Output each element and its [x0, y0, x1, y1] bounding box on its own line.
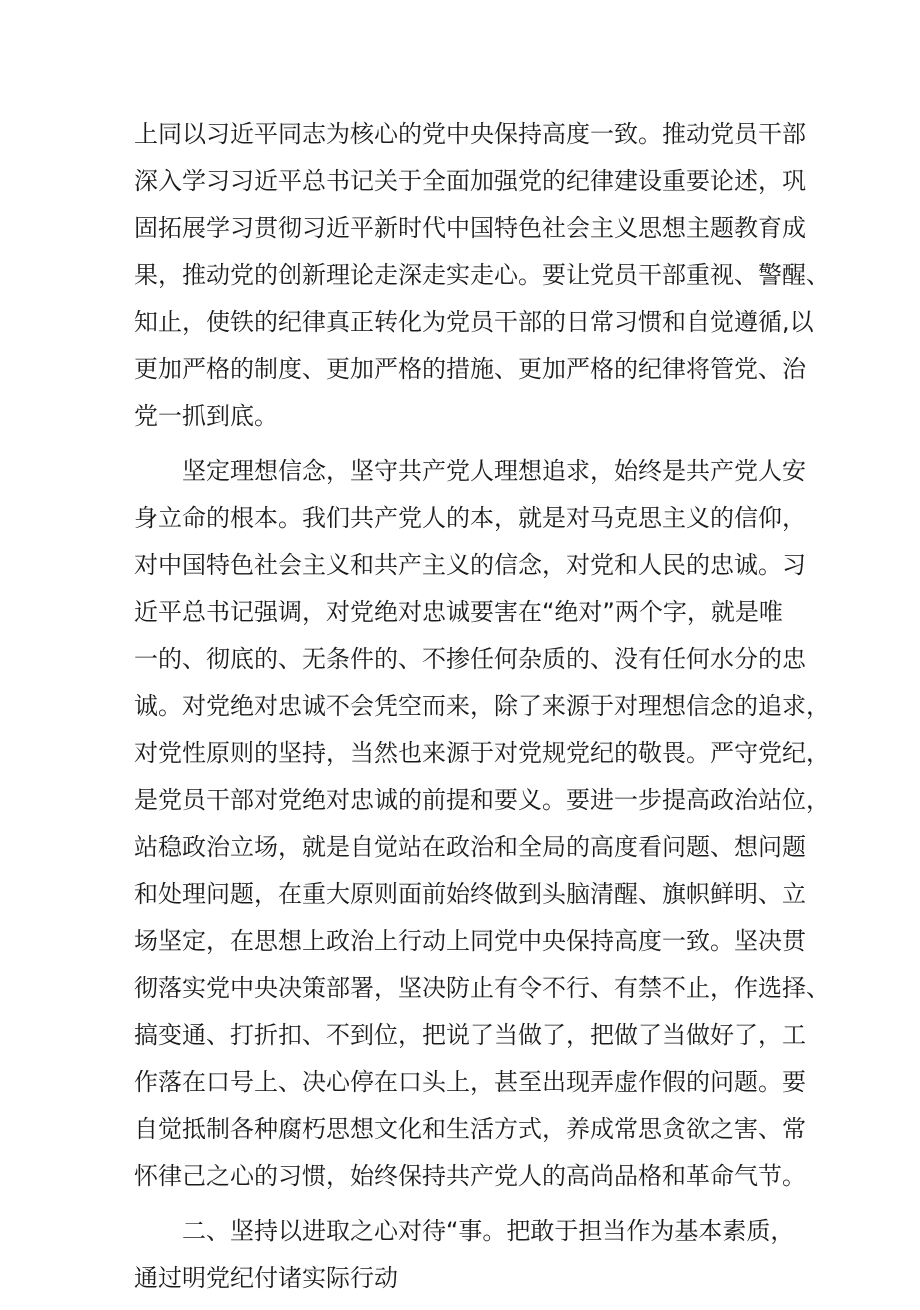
text-line: 近平总书记强调，对党绝对忠诚要害在“绝对”两个字，就是唯	[134, 598, 783, 626]
text-line: 上同以习近平同志为核心的党中央保持高度一致。推动党员干部	[134, 120, 806, 148]
text-line: 搞变通、打折扣、不到位，把说了当做了，把做了当做好了，工	[134, 1021, 806, 1049]
text-line: 固拓展学习贯彻习近平新时代中国特色社会主义思想主题教育成	[134, 214, 806, 242]
text-line: 通过明党纪付诸实际行动	[134, 1264, 398, 1292]
text-line: 更加严格的制度、更加严格的措施、更加严格的纪律将管党、治	[134, 355, 806, 383]
text-line: 对党性原则的坚持，当然也来源于对党规党纪的敬畏。严守党纪，	[134, 739, 830, 767]
text-line: 一的、彻底的、无条件的、不掺任何杂质的、没有任何水分的忠	[134, 645, 806, 673]
text-line: 彻落实党中央决策部署，坚决防止有令不行、有禁不止，作选择、	[134, 974, 830, 1002]
text-line: 自觉抵制各种腐朽思想文化和生活方式，养成常思贪欲之害、常	[134, 1115, 806, 1143]
paragraph-2	[134, 448, 830, 1200]
text-line: 诚。对党绝对忠诚不会凭空而来，除了来源于对理想信念的追求，	[134, 692, 830, 720]
text-line: 深入学习习近平总书记关于全面加强党的纪律建设重要论述，巩	[134, 167, 806, 195]
text-line: 和处理问题，在重大原则面前始终做到头脑清醒、旗帜鲜明、立	[134, 880, 806, 908]
text-line: 场坚定，在思想上政治上行动上同党中央保持高度一致。坚决贯	[134, 927, 806, 955]
text-line: 身立命的根本。我们共产党人的本，就是对马克思主义的信仰，	[134, 504, 806, 532]
text-line: 二、坚持以进取之心对待“事。把敢于担当作为基本素质，	[182, 1217, 795, 1245]
text-line: 对中国特色社会主义和共产主义的信念，对党和人民的忠诚。习	[134, 551, 806, 579]
text-line: 果，推动党的创新理论走深走实走心。要让党员干部重视、警醒、	[134, 261, 830, 289]
document-body	[134, 111, 830, 1310]
text-line: 知止，使铁的纪律真正转化为党员干部的日常习惯和自觉遵循,以	[134, 308, 814, 336]
text-line: 作落在口号上、决心停在口头上，甚至出现弄虚作假的问题。要	[134, 1068, 806, 1096]
text-line: 怀律己之心的习惯，始终保持共产党人的高尚品格和革命气节。	[134, 1162, 806, 1190]
paragraph-1	[134, 111, 830, 440]
text-line: 是党员干部对党绝对忠诚的前提和要义。要进一步提高政治站位，	[134, 786, 830, 814]
text-line: 党一抓到底。	[134, 402, 278, 430]
text-line: 站稳政治立场，就是自觉站在政治和全局的高度看问题、想问题	[134, 833, 806, 861]
paragraph-3-section-heading	[134, 1208, 794, 1302]
text-line: 坚定理想信念，坚守共产党人理想追求，始终是共产党人安	[182, 457, 806, 485]
